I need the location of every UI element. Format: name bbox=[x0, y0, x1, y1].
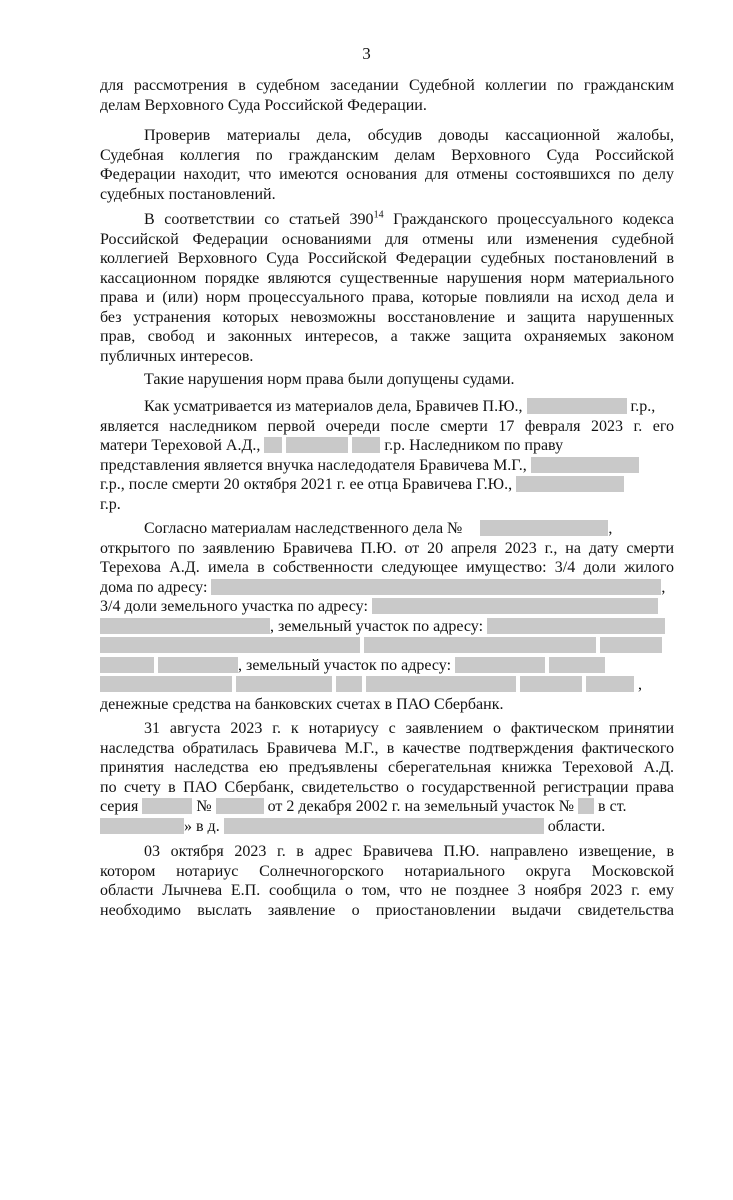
text-line: 31 августа 2023 г. к нотариусу с заявлением о фактическом принятии bbox=[144, 720, 674, 737]
text-fragment: , bbox=[638, 676, 642, 693]
redacted-block bbox=[211, 579, 661, 595]
text-fragment: представления является внучка наследодателя Бравичева М.Г., bbox=[100, 456, 527, 474]
text-line: по счету в ПАО Сбербанк, свидетельство о государственной регистрации права bbox=[100, 778, 674, 796]
redacted-block bbox=[578, 798, 594, 814]
text-line: публичных интересов. bbox=[100, 347, 254, 365]
redacted-block bbox=[264, 437, 282, 453]
text-line bbox=[100, 636, 674, 656]
text-fragment: 3/4 доли земельного участка по адресу: bbox=[100, 598, 368, 615]
paragraph-review bbox=[100, 126, 674, 204]
text-fragment: от 2 декабря 2002 г. на земельный участок № bbox=[267, 798, 575, 815]
text-line bbox=[100, 656, 674, 676]
redacted-block bbox=[487, 618, 665, 634]
text-line: для рассмотрения в судебном заседании Судебной коллегии по гражданским bbox=[100, 77, 674, 94]
redacted-block bbox=[100, 657, 154, 673]
paragraph-violations bbox=[100, 370, 674, 390]
text-line: коллегией Верховного Суда Российской Федерации судебных постановлений в bbox=[100, 250, 674, 267]
paragraph-heirs bbox=[100, 397, 674, 514]
redacted-block bbox=[100, 618, 270, 634]
text-line: области Лычнева Е.П. сообщила о том, что не позднее 3 ноября 2023 г. ему bbox=[100, 882, 674, 899]
redacted-block bbox=[480, 520, 608, 536]
text-line: г.р. bbox=[100, 495, 121, 513]
redacted-block bbox=[520, 676, 582, 692]
redacted-block bbox=[100, 818, 184, 834]
text-fragment: , земельный участок по адресу: bbox=[238, 656, 452, 674]
text-line bbox=[100, 797, 674, 817]
redacted-block bbox=[549, 657, 605, 673]
text-line bbox=[100, 210, 674, 230]
text-line: Терехова А.Д. имела в собственности следующее имущество: 3/4 доли жилого bbox=[100, 559, 674, 576]
text-line: Проверив материалы дела, обсудив доводы кассационной жалобы, bbox=[144, 127, 674, 144]
text-line bbox=[100, 617, 674, 637]
text-fragment: Как усматривается из материалов дела, Бравичев П.Ю., bbox=[144, 398, 523, 415]
text-line: открытого по заявлению Бравичева П.Ю. от 20 апреля 2023 г., на дату смерти bbox=[100, 539, 674, 557]
redacted-block bbox=[372, 598, 658, 614]
redacted-block bbox=[531, 457, 639, 473]
paragraph-law-article bbox=[100, 210, 674, 366]
text-line: необходимо выслать заявление о приостановлении выдачи свидетельства bbox=[100, 901, 674, 919]
redacted-block bbox=[100, 676, 232, 692]
text-line bbox=[100, 456, 674, 476]
redacted-block bbox=[366, 676, 516, 692]
text-line bbox=[100, 597, 674, 617]
text-fragment: В соответствии со статьей 390 bbox=[144, 211, 374, 228]
redacted-block bbox=[516, 476, 624, 492]
redacted-block bbox=[142, 798, 192, 814]
text-line bbox=[100, 675, 674, 695]
page-number: 3 bbox=[362, 44, 371, 63]
paragraph-notary-application bbox=[100, 719, 674, 836]
text-line bbox=[100, 578, 674, 598]
text-fragment: г.р., bbox=[630, 398, 656, 415]
text-line bbox=[100, 397, 674, 417]
text-fragment: области. bbox=[547, 817, 606, 835]
text-line: судебных постановлений. bbox=[100, 185, 276, 203]
redacted-block bbox=[364, 637, 596, 653]
text-fragment: матери Тереховой А.Д., bbox=[100, 437, 261, 454]
text-line: Судебная коллегия по гражданским делам Верховного Суда Российской bbox=[100, 146, 674, 164]
superscript: 14 bbox=[373, 209, 384, 221]
text-line: кассационном порядке являются существенные нарушения норм материального bbox=[100, 269, 674, 287]
text-fragment: в ст. bbox=[598, 798, 627, 815]
text-line: прав, свобод и законных интересов, а также защита охраняемых законом bbox=[100, 328, 674, 345]
redacted-block bbox=[224, 818, 544, 834]
text-line: Российской Федерации основаниями для отмены или изменения судебной bbox=[100, 230, 674, 248]
text-line bbox=[100, 817, 674, 837]
redacted-block bbox=[600, 637, 662, 653]
text-line bbox=[100, 475, 674, 495]
redacted-block bbox=[336, 676, 362, 692]
text-line: делам Верховного Суда Российской Федерации. bbox=[100, 96, 427, 114]
text-line: принятия наследства ею предъявлены сберегательная книжка Тереховой А.Д. bbox=[100, 759, 674, 776]
redacted-block bbox=[527, 398, 627, 414]
text-line: котором нотариус Солнечногорского нотариального округа Московской bbox=[100, 862, 674, 880]
redacted-block bbox=[236, 676, 332, 692]
text-fragment: г.р., после смерти 20 октября 2021 г. ее отца Бравичева Г.Ю., bbox=[100, 476, 513, 493]
text-line: денежные средства на банковских счетах в ПАО Сбербанк. bbox=[100, 695, 504, 713]
text-fragment: № bbox=[196, 798, 212, 815]
text-line: является наследником первой очереди после смерти 17 февраля 2023 г. его bbox=[100, 417, 674, 435]
redacted-block bbox=[216, 798, 264, 814]
text-line: Такие нарушения норм права были допущены судами. bbox=[144, 371, 515, 388]
text-fragment: дома по адресу: bbox=[100, 578, 208, 596]
text-line: Федерации находит, что имеются основания для отмены состоявшихся по делу bbox=[100, 166, 674, 183]
text-fragment: серия bbox=[100, 798, 139, 815]
text-fragment: Гражданского процессуального кодекса bbox=[383, 211, 674, 228]
redacted-block bbox=[586, 676, 634, 692]
text-fragment: г.р. Наследником по праву bbox=[384, 437, 564, 454]
redacted-block bbox=[286, 437, 348, 453]
text-line bbox=[100, 519, 674, 539]
redacted-block bbox=[455, 657, 545, 673]
text-fragment: Согласно материалам наследственного дела № bbox=[144, 520, 463, 537]
text-fragment: , bbox=[608, 520, 613, 537]
text-line: права и (или) норм процессуального права, которые повлияли на исход дела и bbox=[100, 289, 674, 306]
redacted-block bbox=[100, 637, 360, 653]
text-line: без устранения которых невозможны восстановление и защита нарушенных bbox=[100, 308, 674, 326]
text-line: 03 октября 2023 г. в адрес Бравичева П.Ю. направлено извещение, в bbox=[144, 843, 674, 860]
paragraph-intro bbox=[100, 76, 674, 115]
redacted-block bbox=[352, 437, 380, 453]
paragraph-notice bbox=[100, 842, 674, 920]
paragraph-inheritance-case bbox=[100, 519, 674, 714]
text-line: наследства обратилась Бравичева М.Г., в качестве подтверждения фактического bbox=[100, 739, 674, 757]
text-fragment: , земельный участок по адресу: bbox=[270, 617, 484, 635]
redacted-block bbox=[158, 657, 238, 673]
text-fragment: , bbox=[661, 578, 666, 596]
text-fragment: » в д. bbox=[184, 817, 220, 835]
text-line bbox=[100, 436, 674, 456]
